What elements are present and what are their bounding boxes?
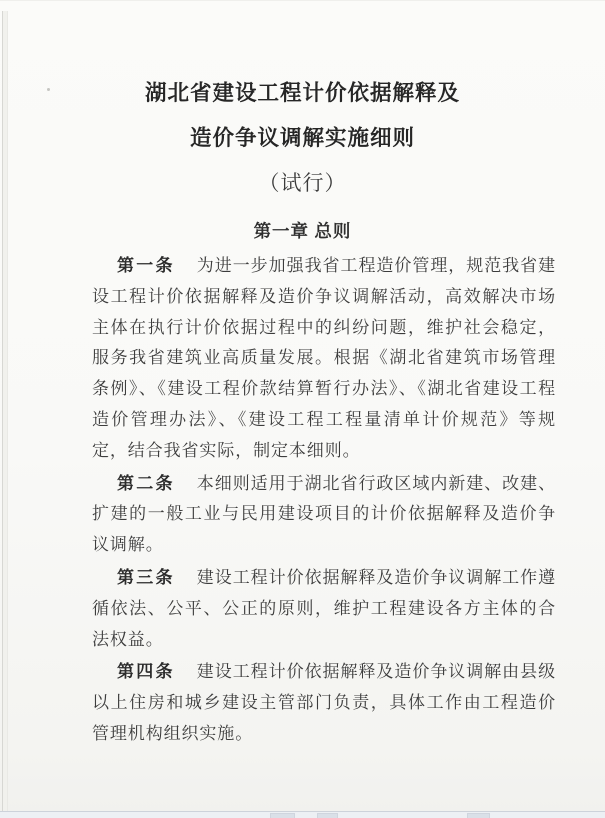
bottom-ui-fragment: [270, 813, 295, 818]
article-text: 建设工程计价依据解释及造价争议调解工作遵循依法、公平、公正的原则，维护工程建设各方主体的合法权益。: [92, 567, 556, 649]
article-text: 本细则适用于湖北省行政区域内新建、改建、扩建的一般工业与民用建设项目的计价依据解释及造价争议调解。: [92, 473, 556, 555]
viewer-bottom-strip: [0, 811, 605, 818]
document-title: [0, 71, 605, 161]
page-content: [0, 1, 605, 750]
document-title-line: 湖北省建设工程计价依据解释及: [144, 81, 460, 105]
article-number-label: 第二条: [117, 473, 175, 493]
article-paragraph: [92, 657, 556, 749]
article-paragraph: [92, 469, 556, 561]
article-number-label: 第一条: [117, 256, 175, 275]
article-number-label: 第三条: [117, 567, 175, 587]
article-paragraph: [92, 251, 556, 467]
document-title-line: 造价争议调解实施细则: [189, 126, 415, 150]
article-text: 建设工程计价依据解释及造价争议调解由县级以上住房和城乡建设主管部门负责，具体工作由工程造价管理机构组织实施。: [92, 662, 556, 743]
articles-body: [92, 251, 556, 750]
document-subtitle: （试行）: [258, 171, 347, 195]
bottom-ui-fragment: [467, 813, 490, 818]
chapter-heading: 第一章 总则: [253, 221, 352, 241]
article-number-label: 第四条: [117, 662, 175, 682]
article-paragraph: [92, 563, 556, 655]
bottom-ui-fragment: [317, 813, 338, 818]
article-text: 为进一步加强我省工程造价管理，规范我省建设工程计价依据解释及造价争议调解活动，高效解决市场主体在执行计价依据过程中的纠纷问题，维护社会稳定，服务我省建筑业高质量发展。根据《湖北省建筑市场管理条例》、《建设工程价款结算暂行办法》、《湖北省建设工程造价管理办法》、《建设工程工程量清单计价规范》等规定，结合我省实际，制定本细则。: [92, 256, 556, 460]
